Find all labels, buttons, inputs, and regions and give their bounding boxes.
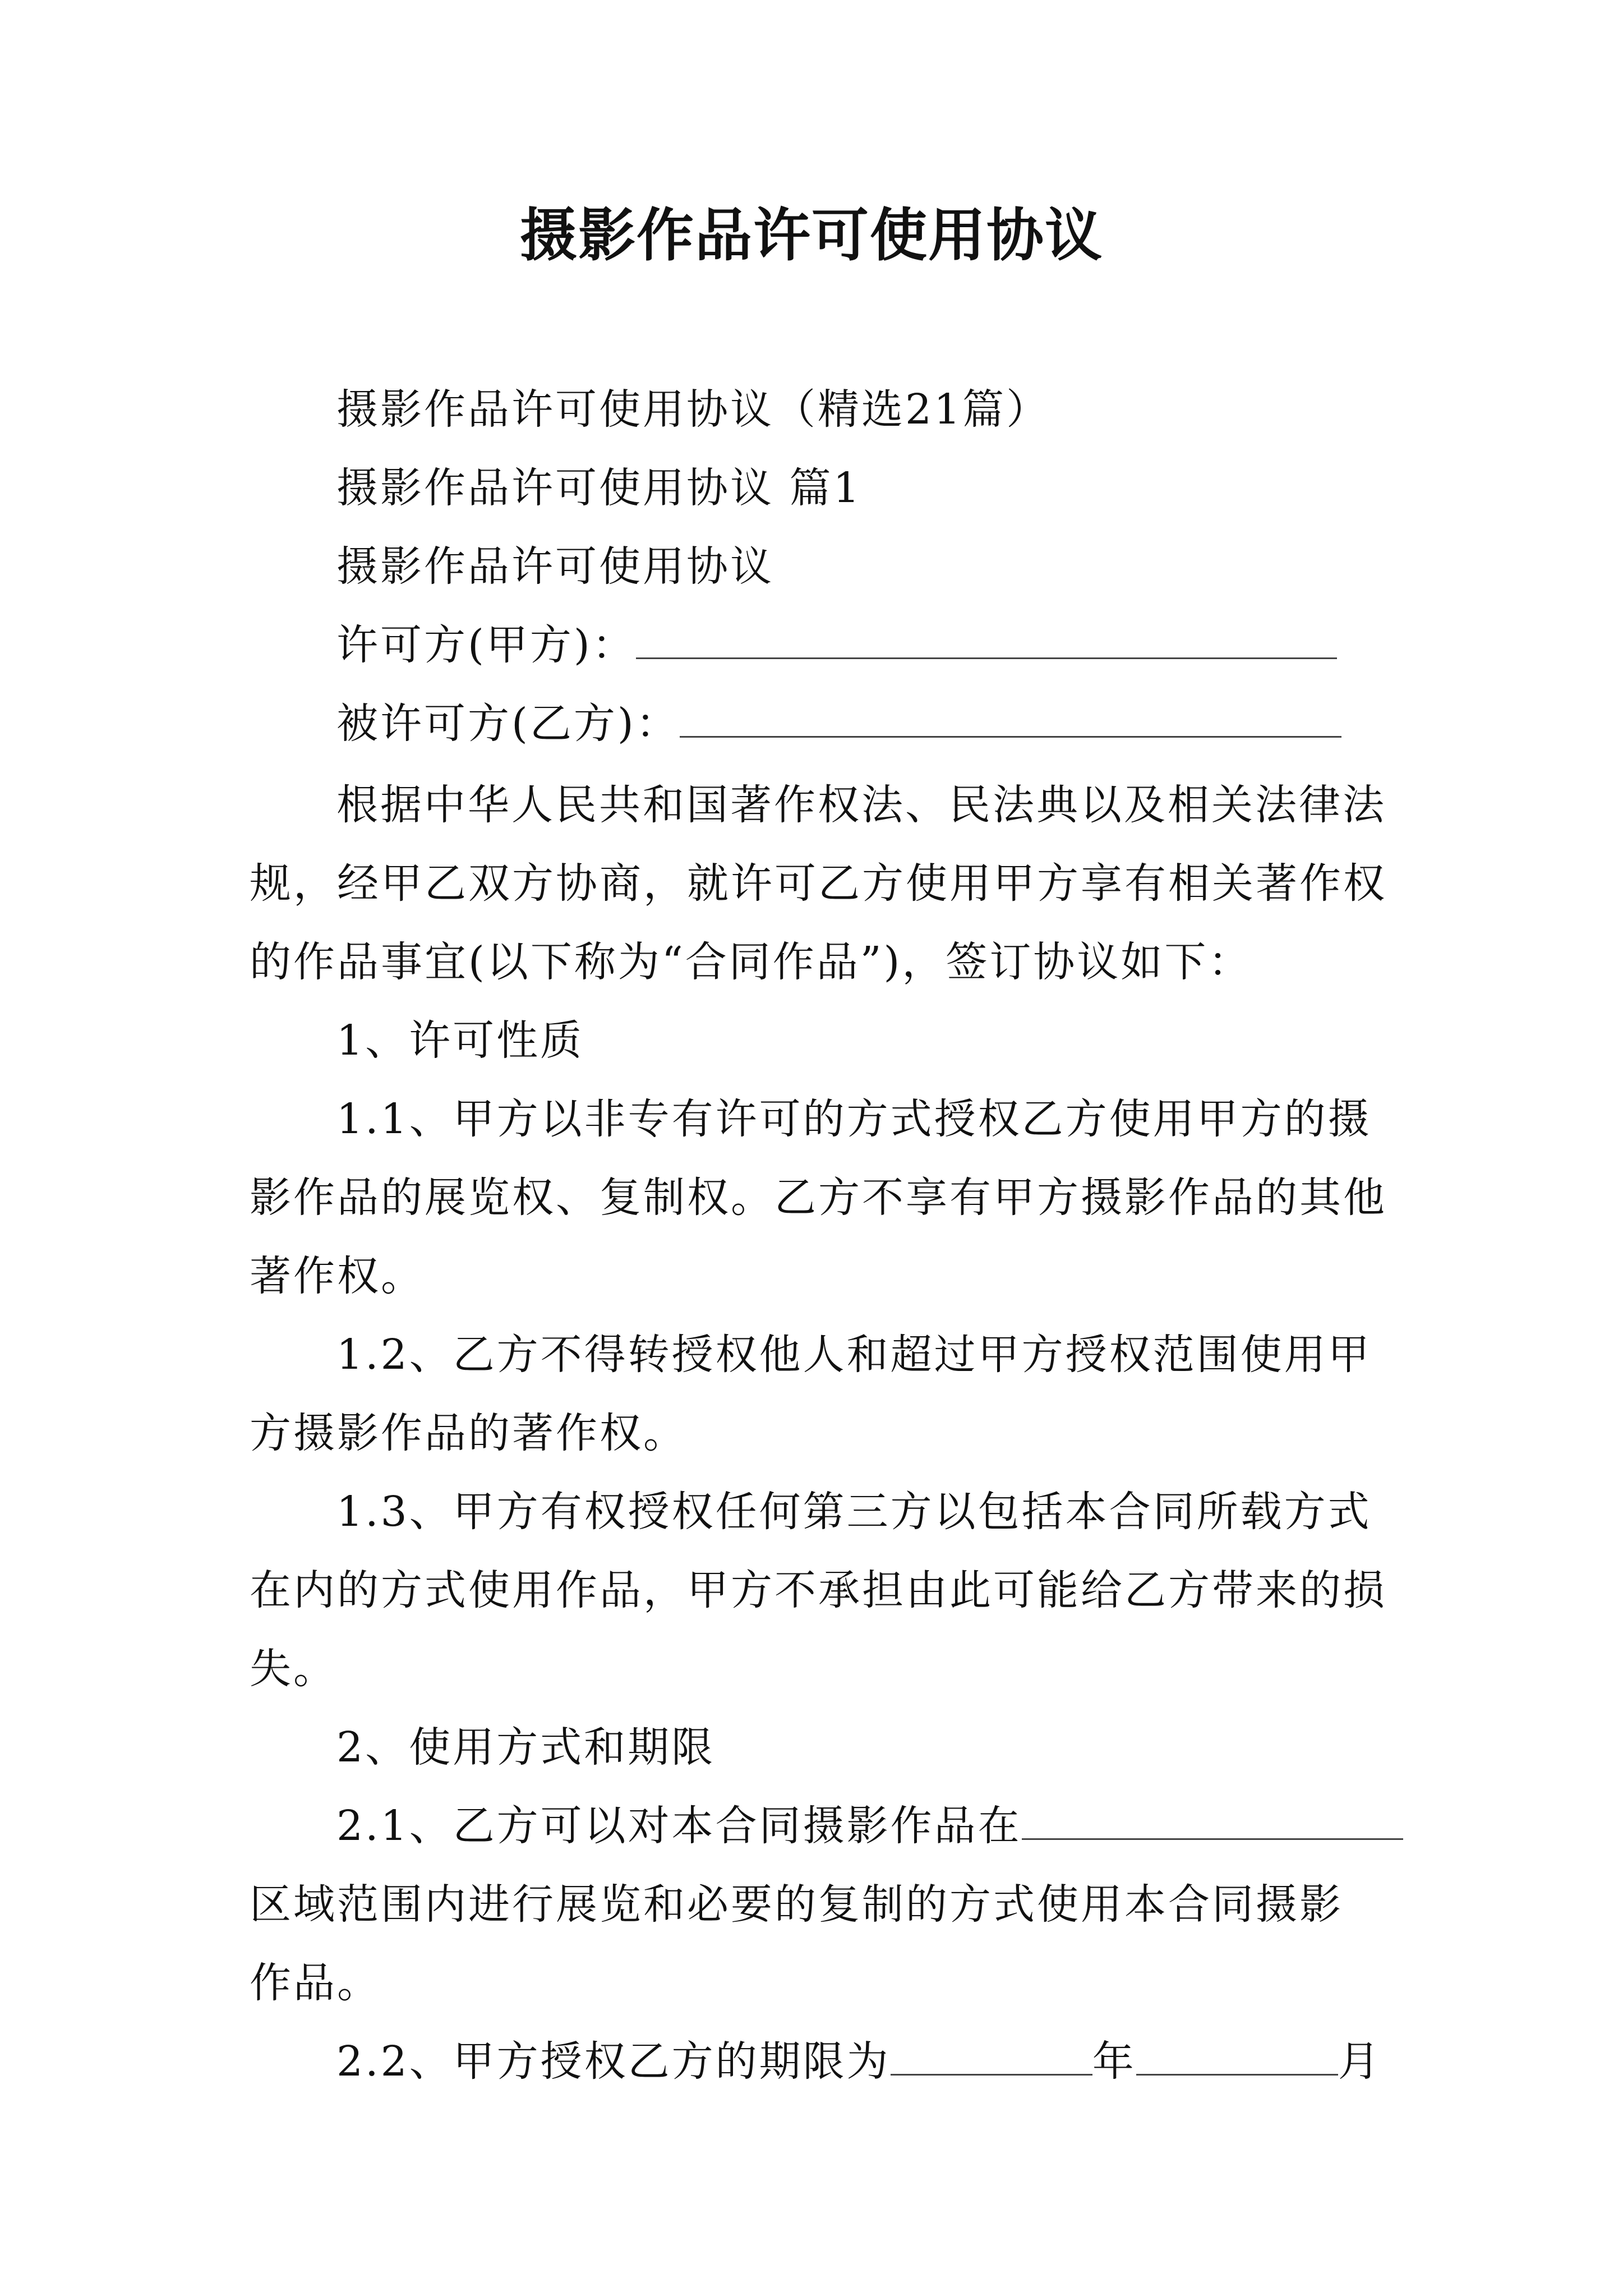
clause-1-2-line: 方摄影作品的著作权。 <box>250 1409 687 1457</box>
licensee-blank <box>680 697 1341 738</box>
section-1-title: 1、许可性质 <box>336 1016 584 1065</box>
clause-2-2-prefix: 2.2、甲方授权乙方的期限为 <box>336 2037 891 2086</box>
section-heading: 摄影作品许可使用协议 篇1 <box>336 464 862 512</box>
document-subtitle: 摄影作品许可使用协议（精选21篇） <box>336 385 1050 434</box>
clause-1-2-line: 1.2、乙方不得转授权他人和超过甲方授权范围使用甲 <box>336 1331 1372 1379</box>
clause-1-3-line: 1.3、甲方有权授权任何第三方以包括本合同所载方式 <box>336 1488 1372 1536</box>
region-blank <box>1022 1799 1403 1840</box>
preamble-line: 的作品事宜(以下称为“合同作品”)，签订协议如下： <box>250 938 1252 986</box>
clause-2-2-line <box>336 2033 1382 2090</box>
agreement-name: 摄影作品许可使用协议 <box>336 542 774 591</box>
clause-1-3-line: 在内的方式使用作品，甲方不承担由此可能给乙方带来的损 <box>250 1566 1387 1614</box>
clause-1-1-line: 影作品的展览权、复制权。乙方不享有甲方摄影作品的其他 <box>250 1174 1387 1222</box>
licensor-label: 许可方(甲方)： <box>336 621 636 669</box>
clause-1-1-line: 1.1、甲方以非专有许可的方式授权乙方使用甲方的摄 <box>336 1095 1372 1143</box>
licensor-blank <box>636 618 1337 659</box>
clause-2-1-first-line <box>336 1798 1403 1854</box>
licensor-line <box>336 617 1337 673</box>
year-unit: 年 <box>1092 2037 1136 2086</box>
licensee-line <box>336 696 1341 752</box>
year-blank <box>891 2035 1092 2076</box>
clause-2-1-line: 作品。 <box>250 1959 381 2007</box>
licensee-label: 被许可方(乙方)： <box>336 700 680 748</box>
clause-1-3-line: 失。 <box>250 1645 337 1693</box>
month-unit: 月 <box>1338 2037 1382 2086</box>
clause-1-1-line: 著作权。 <box>250 1252 425 1300</box>
month-blank <box>1136 2035 1338 2076</box>
preamble-line: 规，经甲乙双方协商，就许可乙方使用甲方享有相关著作权 <box>250 859 1387 908</box>
clause-2-1-line: 区域范围内进行展览和必要的复制的方式使用本合同摄影 <box>250 1880 1343 1929</box>
document-title: 摄影作品许可使用协议 <box>520 202 1103 269</box>
preamble-line: 根据中华人民共和国著作权法、民法典以及相关法律法 <box>336 781 1386 829</box>
clause-2-1-prefix: 2.1、乙方可以对本合同摄影作品在 <box>336 1802 1022 1850</box>
section-2-title: 2、使用方式和期限 <box>336 1723 716 1772</box>
